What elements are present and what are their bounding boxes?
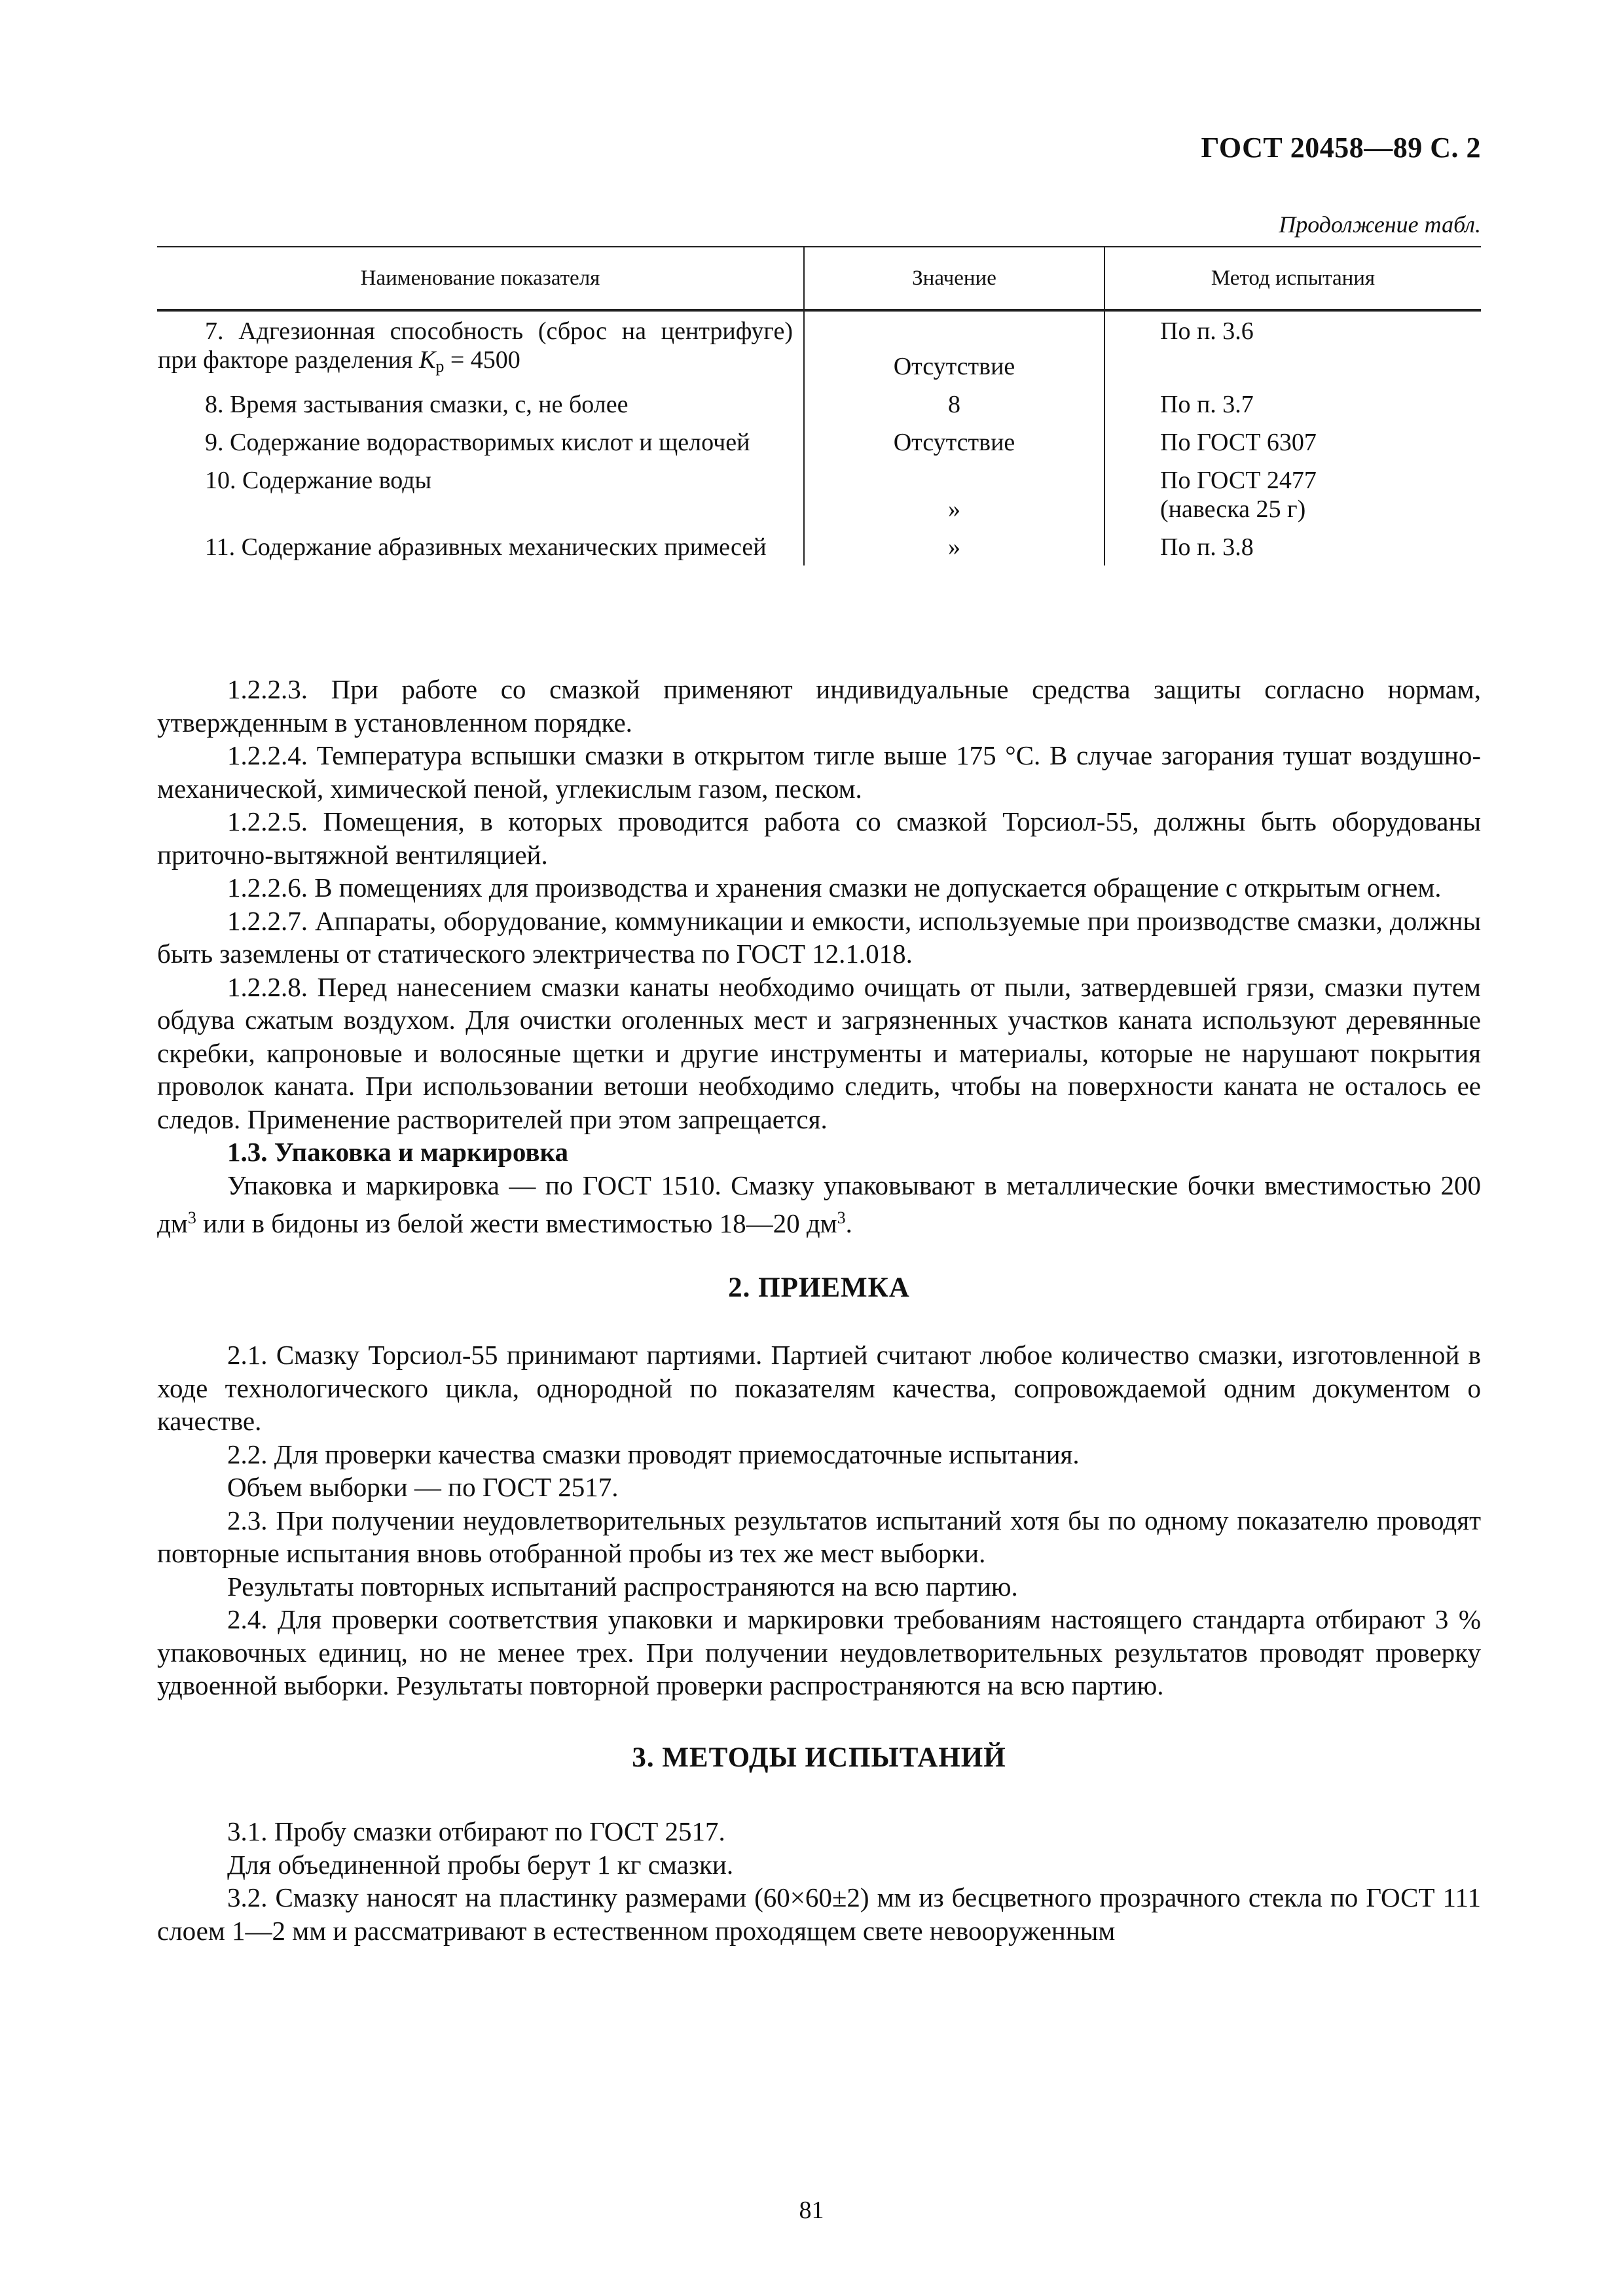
document-body	[157, 673, 1481, 1947]
paragraph-1-2-2-6: 1.2.2.6. В помещениях для производства и хранения смазки не допускается обращение с открытым огнем.	[227, 872, 1442, 903]
table-row	[157, 385, 1481, 423]
column-header-indicator: Наименование показателя	[157, 247, 804, 310]
page-number: 81	[799, 2197, 824, 2224]
test-method: По п. 3.6	[1160, 317, 1254, 345]
indicator-value: »	[804, 461, 1104, 528]
table-continuation-caption: Продолжение табл.	[1279, 211, 1481, 238]
column-header-value: Значение	[804, 247, 1104, 310]
table-row	[157, 528, 1481, 565]
paragraph-1-2-2-7: 1.2.2.7. Аппараты, оборудование, коммуникации и емкости, используемые при производстве смазки, должны быть заземлены от статического электричества по ГОСТ 12.1.018.	[157, 905, 1481, 969]
section-heading-acceptance: 2. ПРИЕМКА	[728, 1272, 910, 1303]
indicator-name: 7. Адгезионная способность (сброс на центрифуге) при факторе разделения $K_р = 4500$	[158, 317, 793, 376]
subsection-heading-1-3: 1.3. Упаковка и маркировка	[227, 1137, 569, 1167]
paragraph-2-2-sample: Объем выборки — по ГОСТ 2517.	[227, 1472, 619, 1502]
section-heading-test-methods: 3. МЕТОДЫ ИСПЫТАНИЙ	[632, 1742, 1006, 1773]
test-method: По п. 3.7	[1160, 391, 1254, 418]
indicator-value: Отсутствие	[804, 310, 1104, 385]
test-method: По ГОСТ 6307	[1160, 429, 1317, 456]
table-row	[157, 310, 1481, 385]
indicator-value: »	[804, 528, 1104, 565]
paragraph-2-2: 2.2. Для проверки качества смазки проводят приемосдаточные испытания.	[227, 1439, 1080, 1469]
paragraph-2-3: 2.3. При получении неудовлетворительных результатов испытаний хотя бы по одному показателю проводят повторные испытания вновь отобранной пробы из тех же мест выборки.	[157, 1505, 1481, 1568]
indicator-name: 9. Содержание водорастворимых кислот и щелочей	[205, 429, 750, 456]
column-header-method: Метод испытания	[1104, 247, 1481, 310]
paragraph-3-2: 3.2. Смазку наносят на пластинку размерами (60×60±2) мм из бесцветного прозрачного стекла по ГОСТ 111 слоем 1—2 мм и рассматривают в естественном проходящем свете невооруженным	[157, 1882, 1481, 1946]
document-code: ГОСТ 20458—89 С. 2	[1201, 132, 1481, 164]
indicators-table	[157, 246, 1481, 565]
indicator-value: Отсутствие	[804, 423, 1104, 461]
table-row	[157, 423, 1481, 461]
test-method: По ГОСТ 2477 (навеска 25 г)	[1160, 467, 1317, 523]
test-method: По п. 3.8	[1160, 533, 1254, 561]
paragraph-3-1-combined: Для объединенной пробы берут 1 кг смазки.	[227, 1849, 734, 1880]
paragraph-1-2-2-4: 1.2.2.4. Температура вспышки смазки в открытом тигле выше 175 °С. В случае загорания тушат воздушно-механической, химической пеной, углекислым газом, песком.	[157, 740, 1481, 804]
paragraph-2-4: 2.4. Для проверки соответствия упаковки и маркировки требованиям настоящего стандарта отбирают 3 % упаковочных единиц, но не менее трех. При получении неудовлетворительных результатов проводят проверку удвоенной выборки. Результаты повторной проверки распространяются на всю партию.	[157, 1604, 1481, 1700]
paragraph-2-1: 2.1. Смазку Торсиол-55 принимают партиями. Партией считают любое количество смазки, изготовленной в ходе технологического цикла, однородной по показателям качества, сопровождаемой одним документом о качестве.	[157, 1340, 1481, 1436]
indicator-value: 8	[804, 385, 1104, 423]
indicator-name: 11. Содержание абразивных механических примесей	[205, 533, 767, 561]
indicator-name: 10. Содержание воды	[205, 467, 432, 494]
paragraph-1-3: Упаковка и маркировка — по ГОСТ 1510. Смазку упаковывают в металлические бочки вместимостью 200 $дм^3$ или в бидоны из белой жести вместимостью 18—20 $дм^3$.	[157, 1170, 1481, 1238]
paragraph-1-2-2-3: 1.2.2.3. При работе со смазкой применяют индивидуальные средства защиты согласно нормам, утвержденным в установленном порядке.	[157, 674, 1481, 738]
indicator-name: 8. Время застывания смазки, с, не более	[205, 391, 629, 418]
paragraph-3-1: 3.1. Пробу смазки отбирают по ГОСТ 2517.	[227, 1816, 725, 1846]
paragraph-2-3-results: Результаты повторных испытаний распространяются на всю партию.	[227, 1571, 1018, 1602]
paragraph-1-2-2-8: 1.2.2.8. Перед нанесением смазки канаты необходимо очищать от пыли, затвердевшей грязи, смазки путем обдува сжатым воздухом. Для очистки оголенных мест и загрязненных участков каната используют деревянные скребки, капроновые и волосяные щетки и другие инструменты и материалы, которые не нарушают покрытия проволок каната. При использовании ветоши необходимо следить, чтобы на поверхности каната не осталось ее следов. Применение растворителей при этом запрещается.	[157, 971, 1481, 1134]
table-header-row	[157, 247, 1481, 310]
paragraph-1-2-2-5: 1.2.2.5. Помещения, в которых проводится работа со смазкой Торсиол-55, должны быть оборудованы приточно-вытяжной вентиляцией.	[157, 806, 1481, 870]
table-row	[157, 461, 1481, 528]
